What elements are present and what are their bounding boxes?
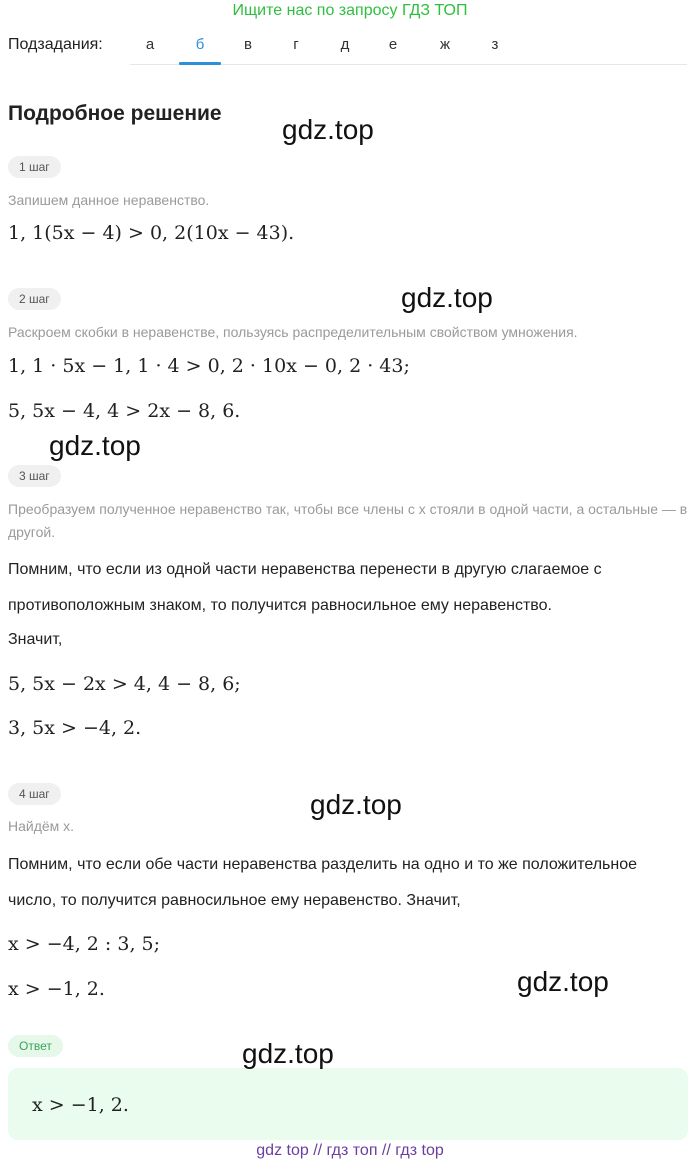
step-3-formula-1: 5, 5x − 2x > 4, 4 − 8, 6; bbox=[8, 673, 241, 695]
step-2-badge: 2 шаг bbox=[8, 288, 61, 310]
step-1-formula: 1, 1(5x − 4) > 0, 2(10x − 43). bbox=[8, 222, 295, 244]
step-3-hint: Преобразуем полученное неравенство так, чтобы все члены с x стояли в одной части, а остальные — в другой. bbox=[8, 501, 688, 540]
step-3-text-2: Значит, bbox=[8, 631, 63, 648]
step-4-formula-1: x > −4, 2 : 3, 5; bbox=[8, 933, 161, 955]
active-tab-indicator bbox=[179, 62, 221, 65]
watermark: gdz.top bbox=[49, 430, 141, 461]
tab-b[interactable]: б bbox=[195, 36, 205, 53]
answer-badge: Ответ bbox=[8, 1035, 63, 1057]
watermark: gdz.top bbox=[310, 789, 402, 820]
search-banner: Ищите нас по запросу ГДЗ ТОП bbox=[232, 2, 468, 19]
answer-formula: x > −1, 2. bbox=[32, 1094, 129, 1116]
step-4-formula-2: x > −1, 2. bbox=[8, 978, 105, 1000]
subtasks-label: Подзадания: bbox=[8, 36, 103, 53]
watermark: gdz.top bbox=[401, 282, 493, 313]
answer-box bbox=[8, 1068, 688, 1140]
footer-links[interactable]: gdz top // гдз топ // гдз top bbox=[256, 1142, 444, 1159]
tab-z[interactable]: з bbox=[491, 36, 499, 53]
step-4-badge: 4 шаг bbox=[8, 783, 61, 805]
step-4-text: Помним, что если обе части неравенства разделить на одно и то же положительное число, то получится равносильное ему неравенство. Значит, bbox=[8, 856, 638, 909]
step-1-badge: 1 шаг bbox=[8, 156, 61, 178]
watermark: gdz.top bbox=[282, 114, 374, 145]
step-2-formula-2: 5, 5x − 4, 4 > 2x − 8, 6. bbox=[8, 400, 241, 422]
step-3-badge: 3 шаг bbox=[8, 465, 61, 487]
watermark: gdz.top bbox=[517, 966, 609, 997]
step-2-formula-1: 1, 1 · 5x − 1, 1 · 4 > 0, 2 · 10x − 0, 2 · 43; bbox=[8, 355, 410, 377]
tab-g[interactable]: г bbox=[293, 36, 299, 53]
tab-e[interactable]: е bbox=[388, 36, 398, 53]
tab-zh[interactable]: ж bbox=[439, 36, 451, 53]
step-1-hint: Запишем данное неравенство. bbox=[8, 192, 210, 208]
tab-v[interactable]: в bbox=[244, 36, 252, 53]
step-3-text: Помним, что если из одной части неравенства перенести в другую слагаемое с противоположным знаком, то получится равносильное ему неравенство. bbox=[8, 561, 602, 614]
step-4-hint: Найдём x. bbox=[8, 818, 75, 834]
step-2-hint: Раскроем скобки в неравенстве, пользуясь распределительным свойством умножения. bbox=[8, 324, 578, 340]
step-3-formula-2: 3, 5x > −4, 2. bbox=[8, 717, 142, 739]
tab-a[interactable]: а bbox=[145, 36, 155, 53]
solution-heading: Подробное решение bbox=[8, 102, 222, 125]
watermark: gdz.top bbox=[242, 1038, 334, 1069]
tab-d[interactable]: д bbox=[340, 36, 350, 53]
